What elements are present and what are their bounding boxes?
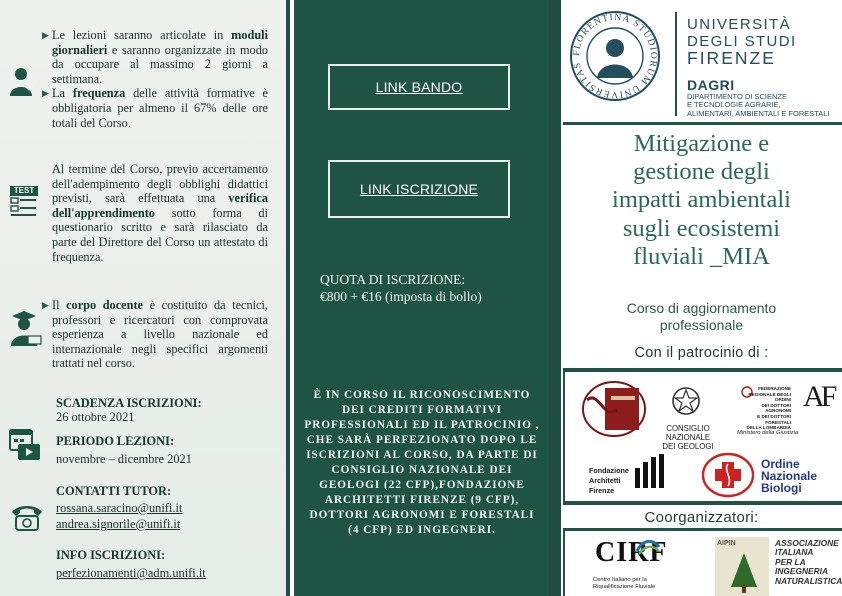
middle-panel (294, 0, 549, 596)
faculty-block (52, 298, 268, 371)
link-iscrizione-button[interactable]: LINK ISCRIZIONE (328, 160, 510, 218)
biologists-label: Ordine Nazionale Biologi (761, 457, 818, 495)
university-name: UNIVERSITÀ DEGLI STUDI FIRENZE (687, 16, 797, 68)
federation-label: FEDERAZIONE REGIONALE DEGLI ORDINI DEI DOTTORI AGRONOMI E DEI DOTTORI FORESTALI DELLA LOMBARDIA (746, 386, 791, 431)
fee-info: QUOTA DI ISCRIZIONE: €800 + €16 (imposta di bollo) (320, 272, 482, 304)
co-organizer-logos (563, 528, 842, 596)
header-divider (563, 122, 842, 125)
person-check-icon (8, 66, 38, 98)
logo-separator (675, 12, 677, 116)
tutor-contacts: CONTATTI TUTOR: rossana.saracino@unifi.it andrea.signorile@unifi.it (56, 484, 183, 531)
course-subtitle: Corso di aggiornamento professionale (626, 300, 777, 333)
cirf-label: Centro Italiano per la Riqualificazione Fluviale (593, 577, 656, 590)
af-logo: AF (803, 380, 834, 413)
university-seal-logo (569, 10, 661, 102)
attendance-paragraph: ▶ La frequenza delle attività formative è obbligatoria per almeno il 67% delle ore totali del Corso. (52, 86, 268, 130)
deadline-info: SCADENZA ISCRIZIONI: 26 ottobre 2021 (56, 396, 202, 424)
wave-icon (635, 537, 661, 555)
engineers-order-logo (581, 380, 647, 438)
patronage-heading: Con il patrocinio di : (634, 345, 769, 361)
telephone-icon (10, 504, 44, 532)
faculty-paragraph: ▶ Il corpo docente è costituito da tecnici, professori e ricercatori con comprovata esperienza a livello nazionale ed internazionale negli specifici argomenti trattati nel corso. (52, 298, 268, 371)
ministry-label: Ministero della Giustizia (737, 430, 799, 436)
tutor-email-2[interactable]: andrea.signorile@unifi.it (56, 517, 181, 531)
co-organizers-heading: Coorganizzatori: (644, 509, 759, 526)
enrolment-info: INFO ISCRIZIONI: perfezionamenti@adm.unifi.it (56, 548, 206, 580)
right-panel (561, 0, 842, 596)
credits-recognition-text: È IN CORSO IL RICONOSCIMENTO DEI CREDITI FORMATIVI PROFESSIONALI ED IL PATROCINIO , CHE SARÀ PERFEZIONATO DOPO LE ISCRIZIONI AL CORSO, DA PARTE DI CONSIGLIO NAZIONALE DEI GEOLOGI (22 CFP),FONDAZIONE ARCHITETTI FIRENZE (9 CFP), DOTTORI AGRONOMI E FORESTALI (4 CFP) ED INGEGNERI. (304, 389, 540, 536)
enrolment-email[interactable]: perfezionamenti@adm.unifi.it (56, 566, 206, 580)
assessment-paragraph: Al termine del Corso, previo accertamento dell'adempimento degli obblighi didattici previsti, sarà effettuata una verifica dell'apprendimento sotto forma di questionario scritto e sarà rilasciato da parte del Direttore del Corso un attestato di frequenza. (52, 162, 268, 264)
department-name: DAGRI DIPARTIMENTO DI SCIENZE E TECNOLOGIE AGRARIE, ALIMENTARI, AMBIENTALI E FORESTALI (687, 77, 830, 118)
checklist-icon (10, 196, 38, 218)
period-info: PERIODO LEZIONI: novembre – dicembre 2021 (56, 434, 192, 466)
architects-bars-logo (635, 454, 665, 488)
panel-divider (549, 0, 561, 596)
italian-republic-emblem (671, 386, 701, 416)
aipin-label: ASSOCIAZIONE ITALIANA PER LA INGEGNERIA NATURALISTICA (775, 538, 842, 586)
patronage-logos (563, 368, 842, 505)
svg-text:FLORENTINA STUDIORUM UNIVERSIT: FLORENTINA STUDIORUM UNIVERSITAS (571, 12, 659, 100)
tutor-email-1[interactable]: rossana.saracino@unifi.it (56, 501, 183, 515)
lessons-paragraph: ▶ Le lezioni saranno articolate in moduli giornalieri e saranno organizzate in modo da occupare al massimo 2 giorni a settimana. (52, 28, 268, 86)
teacher-icon (8, 310, 42, 348)
left-panel (0, 0, 290, 596)
biologists-order-logo (701, 452, 755, 498)
aipin-logo: AIPIN (715, 537, 769, 596)
cng-label: CONSIGLIO NAZIONALE DEI GEOLOGI (662, 424, 714, 451)
assessment-block (52, 162, 268, 264)
tree-icon (729, 551, 759, 593)
test-icon: TEST (10, 186, 38, 220)
lessons-block (52, 28, 268, 130)
calendar-video-icon (8, 426, 42, 462)
cirf-logo: CIRF (595, 537, 668, 568)
link-bando-button[interactable]: LINK BANDO (328, 64, 510, 110)
architects-foundation-label: Fondazione Architetti Firenze (589, 466, 629, 495)
course-title: Mitigazione e gestione degli impatti ambientali sugli ecosistemi fluviali _MIA (612, 130, 791, 270)
